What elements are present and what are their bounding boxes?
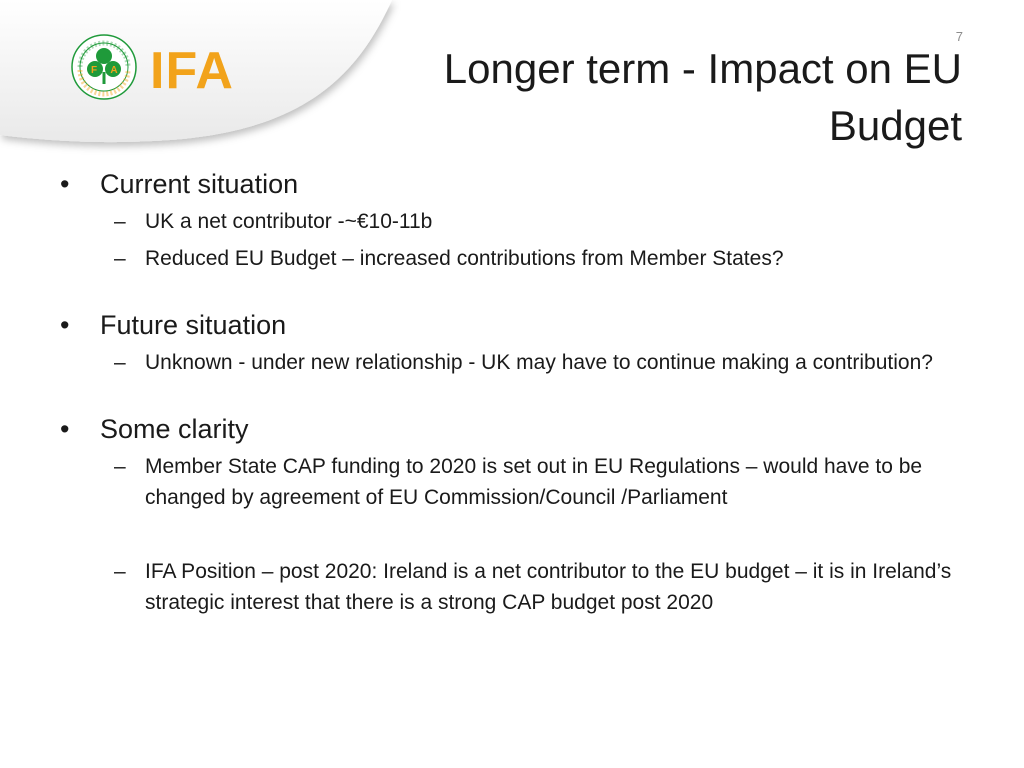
bullet-dot-icon: •: [60, 310, 70, 340]
dash-icon: –: [114, 247, 126, 270]
ifa-logo: [68, 34, 258, 100]
dash-icon: –: [114, 351, 126, 374]
bullet-block: [60, 409, 960, 618]
sub-bullet-item: [60, 556, 960, 618]
bullet-label: Some clarity: [100, 414, 249, 444]
logo-wordmark: IFA: [150, 42, 234, 100]
bullet-item: [60, 409, 960, 449]
dash-icon: –: [114, 560, 126, 583]
bullet-item: [60, 305, 960, 345]
slide-number: 7: [955, 29, 963, 44]
bullet-block: [60, 164, 960, 274]
sub-bullet-text: Member State CAP funding to 2020 is set out in EU Regulations – would have to be changed by agreement of EU Commission/Council /Parliament: [145, 455, 923, 509]
bullet-label: Current situation: [100, 169, 299, 199]
logo-seal: [72, 35, 136, 99]
bullet-label: Future situation: [100, 310, 287, 340]
bullet-block: [60, 305, 960, 378]
slide-title-line: Budget: [828, 102, 962, 149]
sub-bullet-text: UK a net contributor -~€10-11b: [145, 210, 433, 233]
bullet-item: [60, 164, 960, 204]
sub-bullet-text: Reduced EU Budget – increased contributions from Member States?: [145, 247, 784, 270]
logo-leaf-letter: A: [110, 65, 118, 76]
sub-bullet-item: [60, 206, 960, 237]
bullet-dot-icon: •: [60, 169, 70, 199]
logo-leaf-letter: F: [90, 65, 98, 76]
sub-bullet-text: IFA Position – post 2020: Ireland is a net contributor to the EU budget – it is in Ireland’s strategic interest that there is a strong CAP budget post 2020: [145, 560, 952, 614]
slide-title-line: Longer term - Impact on EU: [443, 45, 962, 92]
bullet-dot-icon: •: [60, 414, 70, 444]
sub-bullet-item: [60, 243, 960, 274]
dash-icon: –: [114, 210, 126, 233]
sub-bullet-item: [60, 451, 960, 513]
sub-bullet-item: [60, 347, 960, 378]
slide-content: [60, 164, 960, 618]
slide-title: [362, 40, 962, 154]
dash-icon: –: [114, 455, 126, 478]
sub-bullet-text: Unknown - under new relationship - UK may have to continue making a contribution?: [145, 351, 933, 374]
